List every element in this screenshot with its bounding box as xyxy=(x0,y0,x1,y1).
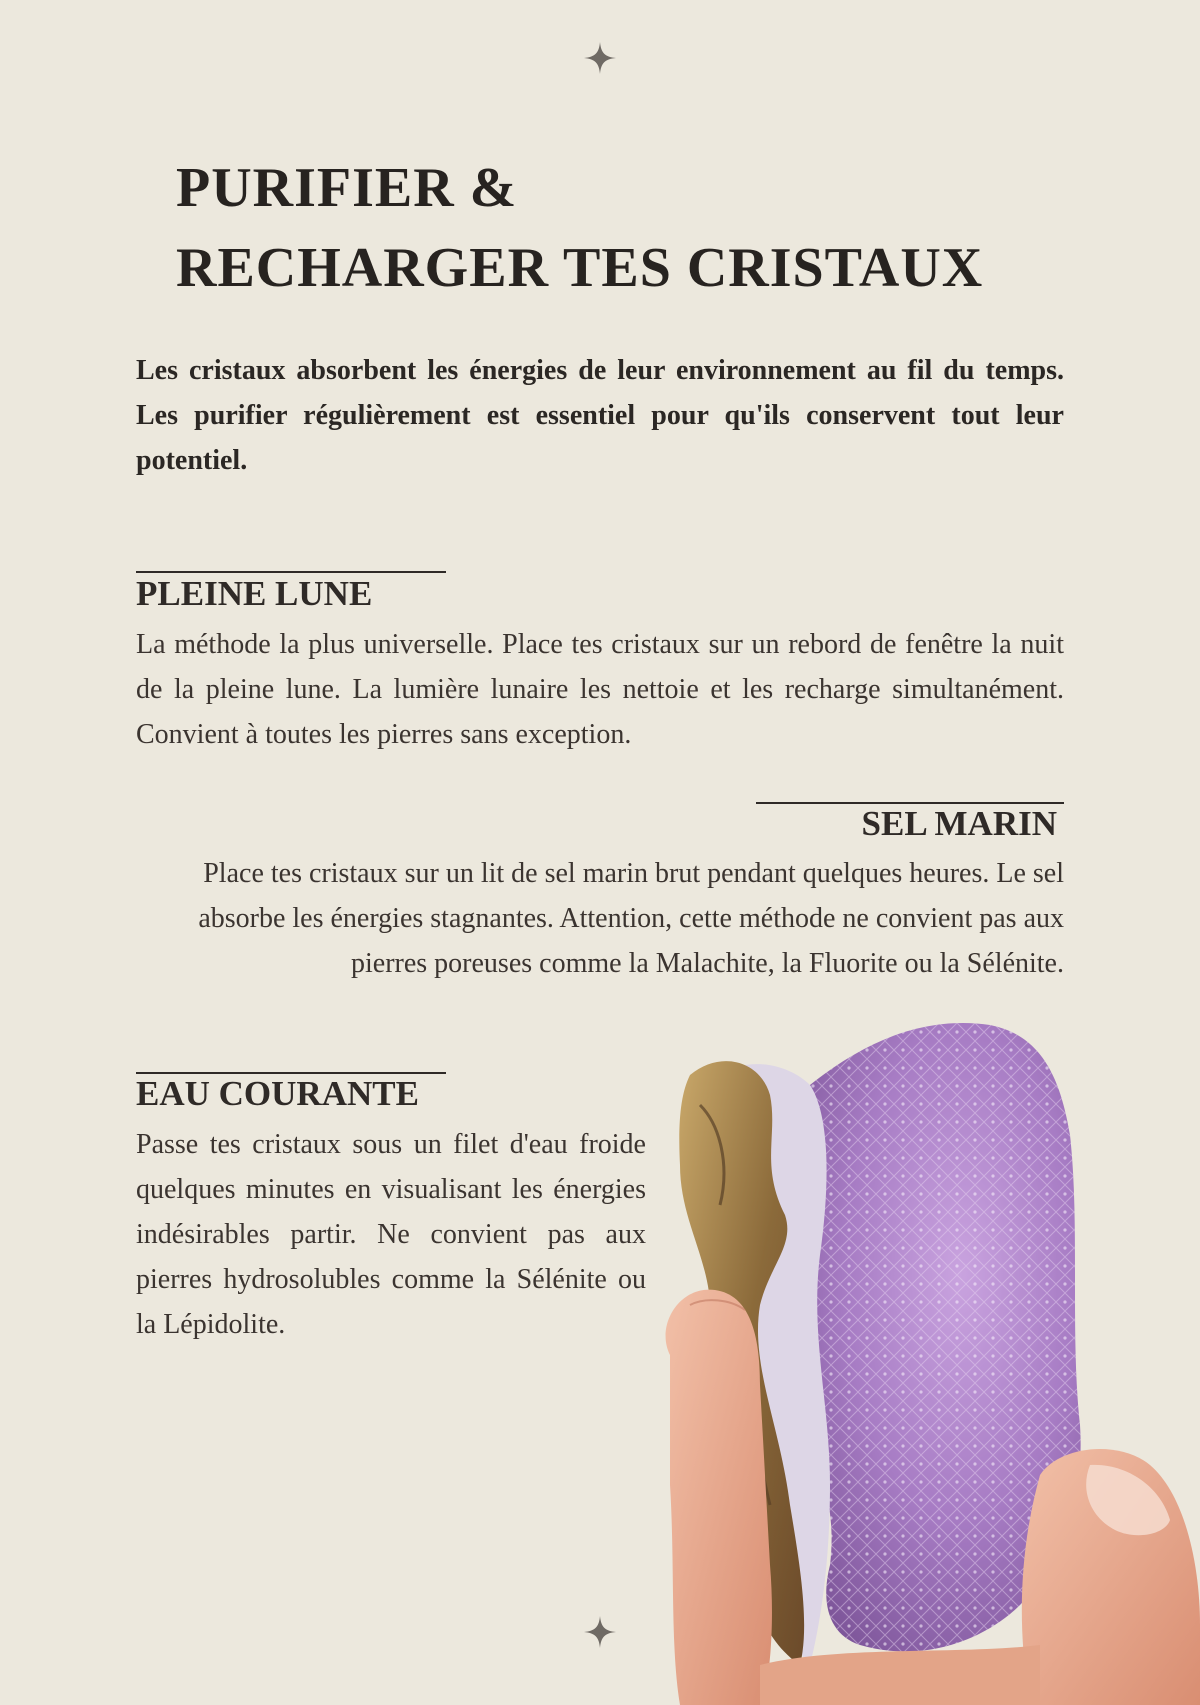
star-ornament-bottom-icon xyxy=(584,1616,616,1648)
section-title-sel-marin: SEL MARIN xyxy=(861,804,1057,843)
section-title-pleine-lune: PLEINE LUNE xyxy=(136,574,373,613)
section-text-sel-marin: Place tes cristaux sur un lit de sel marin brut pendant quelques heures. Le sel absorbe les énergies stagnantes. Attention, cette méthode ne convient pas aux pierres poreuses comme la Malachite, la Fluorite ou la Sélénite. xyxy=(198,858,1064,979)
page-title xyxy=(176,148,983,308)
section-title-eau-courante: EAU COURANTE xyxy=(136,1074,419,1113)
amethyst-in-hand-image xyxy=(660,1005,1200,1705)
section-text-pleine-lune: La méthode la plus universelle. Place tes cristaux sur un rebord de fenêtre la nuit de la pleine lune. La lumière lunaire les nettoie et les recharge simultanément. Convient à toutes les pierres sans exception. xyxy=(136,629,1064,750)
section-divider-pleine-lune xyxy=(136,571,446,573)
page-title-line1: PURIFIER & xyxy=(176,157,518,219)
section-text-eau-courante: Passe tes cristaux sous un filet d'eau froide quelques minutes en visualisant les énergies indésirables partir. Ne convient pas aux pierres hydrosolubles comme la Sélénite ou la Lépidolite. xyxy=(136,1129,646,1340)
intro-paragraph: Les cristaux absorbent les énergies de leur environnement au fil du temps. Les purifier régulièrement est essentiel pour qu'ils conservent tout leur potentiel. xyxy=(136,355,1064,476)
page-title-line2: RECHARGER TES CRISTAUX xyxy=(176,237,984,299)
star-ornament-top-icon xyxy=(584,42,616,74)
